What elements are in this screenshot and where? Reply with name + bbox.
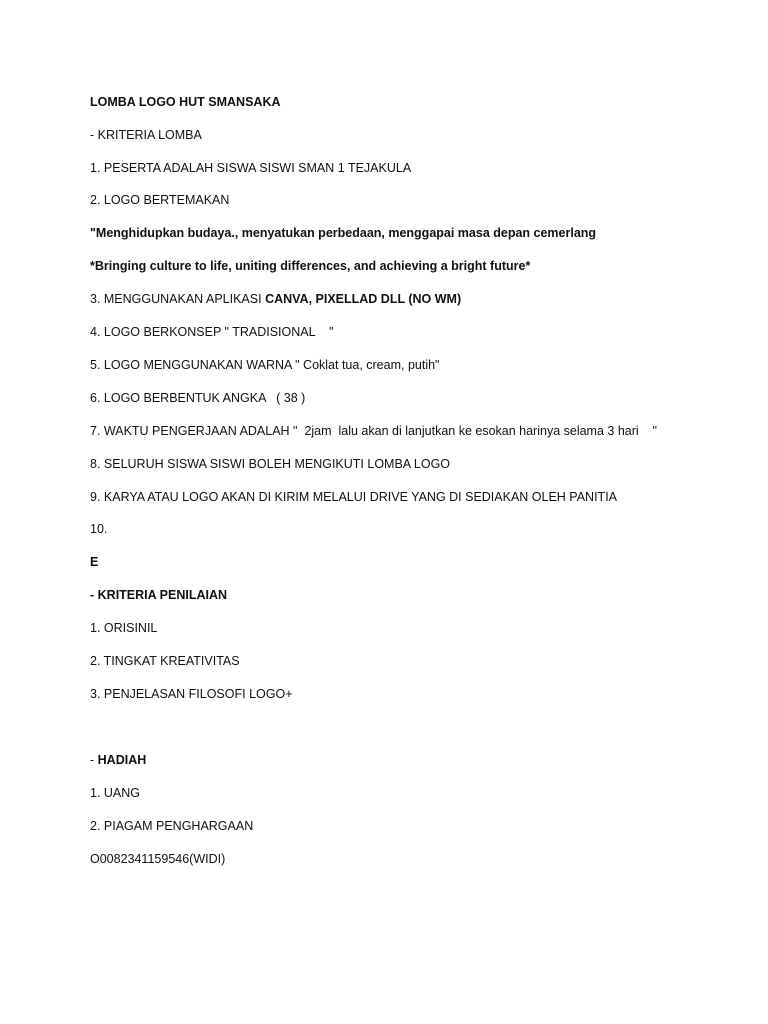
kriteria-penilaian-item-2: 2. TINGKAT KREATIVITAS	[90, 654, 240, 668]
hadiah-heading	[90, 752, 146, 768]
kriteria-lomba-item-10: 10.	[90, 522, 108, 536]
document-title: LOMBA LOGO HUT SMANSAKA	[90, 95, 281, 109]
theme-indonesian: "Menghidupkan budaya., menyatukan perbedaan, menggapai masa depan cemerlang	[90, 226, 597, 240]
hadiah-item-1: 1. UANG	[90, 786, 141, 800]
kriteria-lomba-heading: - KRITERIA LOMBA	[90, 128, 202, 142]
contact-number: O0082341159546(WIDI)	[90, 852, 226, 866]
hadiah-label: HADIAH	[97, 753, 147, 767]
kriteria-lomba-item-9: 9. KARYA ATAU LOGO AKAN DI KIRIM MELALUI DRIVE YANG DI SEDIAKAN OLEH PANITIA	[90, 490, 618, 504]
kriteria-lomba-item-1: 1. PESERTA ADALAH SISWA SISWI SMAN 1 TEJAKULA	[90, 161, 412, 175]
theme-english: *Bringing culture to life, uniting differences, and achieving a bright future*	[90, 259, 531, 273]
item-3-prefix: 3. MENGGUNAKAN APLIKASI	[90, 292, 266, 306]
hadiah-dash: -	[90, 753, 98, 767]
kriteria-lomba-item-8: 8. SELURUH SISWA SISWI BOLEH MENGIKUTI LOMBA LOGO	[90, 457, 451, 471]
kriteria-lomba-item-5: 5. LOGO MENGGUNAKAN WARNA " Coklat tua, cream, putih"	[90, 358, 440, 372]
kriteria-lomba-item-4: 4. LOGO BERKONSEP " TRADISIONAL "	[90, 325, 334, 339]
kriteria-lomba-item-3	[90, 291, 461, 307]
kriteria-lomba-item-2: 2. LOGO BERTEMAKAN	[90, 193, 230, 207]
item-3-apps: CANVA, PIXELLAD DLL (NO WM)	[265, 292, 462, 306]
kriteria-penilaian-heading: - KRITERIA PENILAIAN	[90, 588, 228, 602]
kriteria-penilaian-item-3: 3. PENJELASAN FILOSOFI LOGO+	[90, 687, 293, 701]
hadiah-item-2: 2. PIAGAM PENGHARGAAN	[90, 819, 254, 833]
kriteria-lomba-item-6: 6. LOGO BERBENTUK ANGKA ( 38 )	[90, 391, 306, 405]
kriteria-lomba-item-7: 7. WAKTU PENGERJAAN ADALAH " 2jam lalu akan di lanjutkan ke esokan harinya selama 3 hari "	[90, 424, 657, 438]
kriteria-penilaian-item-1: 1. ORISINIL	[90, 621, 158, 635]
stray-letter-e: E	[90, 555, 99, 569]
